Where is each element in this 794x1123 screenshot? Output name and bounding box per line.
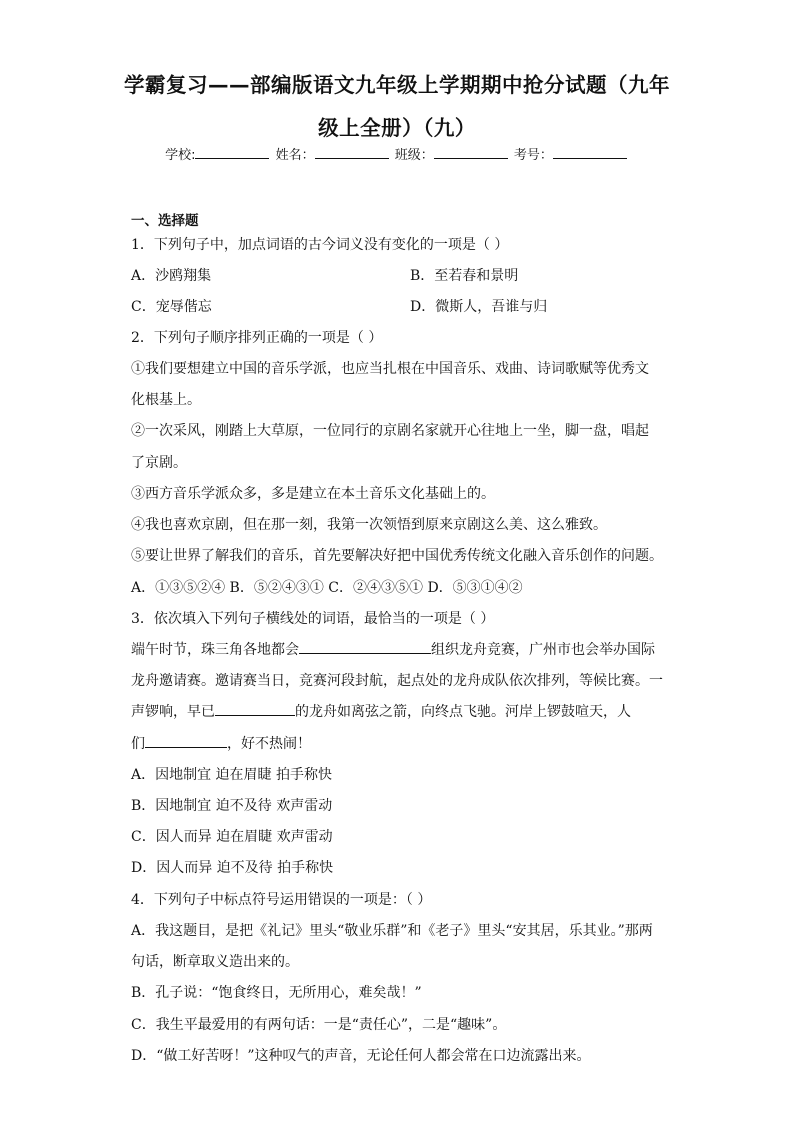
- q4-option-d: D．“做工好苦呀！”这种叹气的声音，无论任何人都会常在口边流露出来。: [131, 1048, 591, 1064]
- q3-text: 组织龙舟竞赛，广州市也会举办国际: [431, 642, 655, 658]
- q2-sentence-5: ⑤要让世界了解我们的音乐，首先要解决好把中国优秀传统文化融入音乐创作的问题。: [131, 548, 663, 564]
- q1-option-d: D．微斯人，吾谁与归: [410, 299, 548, 315]
- student-info-row: [0, 144, 794, 163]
- q2-sentence-1a: ①我们要想建立中国的音乐学派，也应当扎根在中国音乐、戏曲、诗词歌赋等优秀文: [131, 361, 649, 377]
- q1-option-b: B．至若春和景明: [410, 268, 519, 284]
- q3-blank-1[interactable]: [299, 641, 431, 654]
- q3-option-d: D．因人而异 迫不及待 拍手称快: [131, 860, 334, 876]
- q1-stem: 1．下列句子中，加点词语的古今词义没有变化的一项是（ ）: [131, 237, 509, 253]
- q3-passage-line1: [131, 639, 655, 659]
- q3-passage-line4: [131, 733, 311, 753]
- q1-option-a: A．沙鸥翔集: [131, 268, 212, 284]
- exam-title-line1: 学霸复习——部编版语文九年级上学期期中抢分试题（九年: [124, 73, 670, 97]
- q2-stem: 2．下列句子顺序排列正确的一项是（ ）: [131, 330, 383, 346]
- class-field[interactable]: [434, 146, 508, 159]
- q3-blank-2[interactable]: [215, 703, 295, 716]
- q3-blank-3[interactable]: [145, 735, 227, 748]
- q3-option-a: A．因地制宜 迫在眉睫 拍手称快: [131, 767, 333, 783]
- q4-option-b: B．孔子说：“饱食终日，无所用心，难矣哉！”: [131, 985, 422, 1001]
- q3-text: 端午时节，珠三角各地都会: [131, 642, 299, 658]
- q2-sentence-2a: ②一次采风，刚踏上大草原，一位同行的京剧名家就开心往地上一坐，脚一盘，唱起: [131, 423, 649, 439]
- q2-sentence-4: ④我也喜欢京剧，但在那一刻，我第一次领悟到原来京剧这么美、这么雅致。: [131, 517, 607, 533]
- q3-text: 声锣响，早已: [131, 704, 215, 720]
- q3-text: 们: [131, 736, 145, 752]
- q3-option-b: B．因地制宜 迫不及待 欢声雷动: [131, 798, 333, 814]
- school-field[interactable]: [195, 146, 269, 159]
- q4-stem: 4．下列句子中标点符号运用错误的一项是：（ ）: [131, 892, 432, 908]
- q3-option-c: C．因人而异 迫在眉睫 欢声雷动: [131, 829, 333, 845]
- q3-passage-line3: [131, 701, 631, 721]
- q3-text: 的龙舟如离弦之箭，向终点飞驰。河岸上锣鼓喧天，人: [295, 704, 631, 720]
- q4-option-a-line1: A．我这题目，是把《礼记》里头“敬业乐群”和《老子》里头“安其居，乐其业。”那两: [131, 923, 653, 939]
- q2-sentence-1b: 化根基上。: [131, 392, 201, 408]
- class-label: 班级：: [394, 148, 434, 163]
- name-field[interactable]: [315, 146, 389, 159]
- section-heading: 一、选择题: [131, 213, 199, 229]
- q3-passage-line2: 龙舟邀请赛。邀请赛当日，竞赛河段封航，起点处的龙舟成队依次排列，等候比赛。一: [131, 673, 663, 689]
- q3-stem: 3．依次填入下列句子横线处的词语，最恰当的一项是（ ）: [131, 611, 495, 627]
- exam-title-line2: 级上全册）（九）: [318, 116, 476, 140]
- q2-sentence-2b: 了京剧。: [131, 455, 187, 471]
- exam-no-field[interactable]: [553, 146, 627, 159]
- q2-sentence-3: ③西方音乐学派众多，多是建立在本土音乐文化基础上的。: [131, 486, 495, 502]
- q1-option-c: C．宠辱偕忘: [131, 299, 212, 315]
- name-label: 姓名：: [275, 148, 315, 163]
- exam-no-label: 考号：: [513, 148, 553, 163]
- q3-text: ，好不热闹！: [227, 736, 311, 752]
- q4-option-c: C．我生平最爱用的有两句话：一是“责任心”，二是“趣味”。: [131, 1017, 507, 1033]
- school-label: 学校:: [165, 148, 196, 163]
- q2-options: A．①③⑤②④ B．⑤②④③① C．②④③⑤① D．⑤③①④②: [131, 580, 523, 596]
- q4-option-a-line2: 句话，断章取义造出来的。: [131, 954, 299, 970]
